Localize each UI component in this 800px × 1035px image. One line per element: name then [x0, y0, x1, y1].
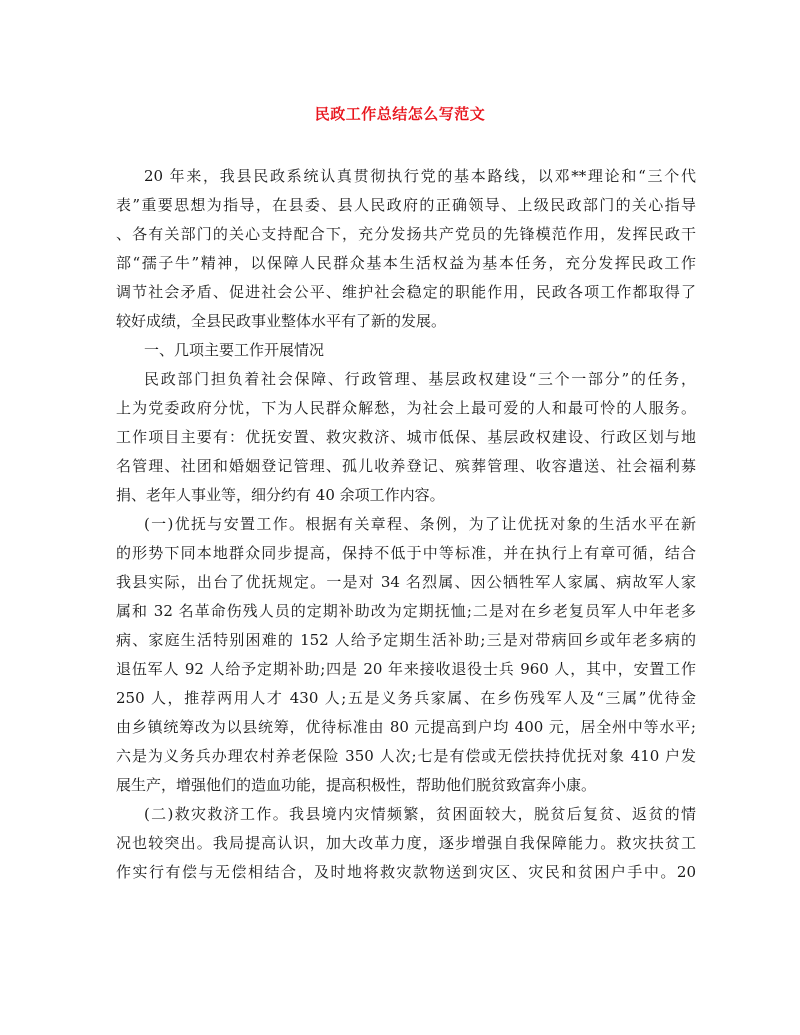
- paragraph-line: 上为党委政府分忧，下为人民群众解愁，为社会上最可爱的人和最可怜的人服务。: [116, 399, 696, 417]
- paragraph-line: 的形势下同本地群众同步提高，保持不低于中等标准，并在执行上有章可循，结合: [116, 544, 696, 562]
- paragraph-line: 20 年来，我县民政系统认真贯彻执行党的基本路线，以邓**理论和“三个代: [144, 167, 696, 185]
- section-heading: 一、几项主要工作开展情况: [144, 341, 325, 359]
- paragraph-line: 我县实际，出台了优抚规定。一是对 34 名烈属、因公牺牲军人家属、病故军人家: [116, 573, 696, 591]
- paragraph-line: 、各有关部门的关心支持配合下，充分发扬共产党员的先锋模范作用，发挥民政干: [116, 225, 696, 243]
- paragraph-line: 病、家庭生活特别困难的 152 人给予定期生活补助;三是对带病回乡或年老多病的: [116, 631, 696, 649]
- paragraph-line: 捐、老年人事业等，细分约有 40 余项工作内容。: [116, 486, 445, 504]
- document-body: [116, 162, 696, 887]
- paragraph-line: 名管理、社团和婚姻登记管理、孤儿收养登记、殡葬管理、收容遣送、社会福利募: [116, 457, 696, 475]
- paragraph-line: (二)救灾救济工作。我县境内灾情频繁，贫困面较大，脱贫后复贫、返贫的情: [144, 805, 696, 823]
- paragraph-line: 较好成绩，全县民政事业整体水平有了新的发展。: [116, 312, 447, 330]
- paragraph-line: 部“孺子牛”精神，以保障人民群众基本生活权益为基本任务，充分发挥民政工作: [116, 254, 696, 272]
- paragraph-line: 况也较突出。我局提高认识，加大改革力度，逐步增强自我保障能力。救灾扶贫工: [116, 834, 696, 852]
- paragraph-line: 由乡镇统筹改为以县统筹，优待标准由 80 元提高到户均 400 元，居全州中等水平;: [116, 718, 696, 736]
- document-title: 民政工作总结怎么写范文: [314, 105, 486, 123]
- paragraph-line: 工作项目主要有：优抚安置、救灾救济、城市低保、基层政权建设、行政区划与地: [116, 428, 696, 446]
- paragraph-line: 作实行有偿与无偿相结合，及时地将救灾款物送到灾区、灾民和贫困户手中。20: [116, 863, 696, 881]
- paragraph-line: 展生产，增强他们的造血功能，提高积极性，帮助他们脱贫致富奔小康。: [116, 776, 597, 794]
- paragraph-line: 属和 32 名革命伤残人员的定期补助改为定期抚恤;二是对在乡老复员军人中年老多: [116, 602, 696, 620]
- paragraph-line: 表”重要思想为指导，在县委、县人民政府的正确领导、上级民政部门的关心指导: [116, 196, 696, 214]
- paragraph-line: 250 人，推荐两用人才 430 人;五是义务兵家属、在乡伤残军人及“三属”优待金: [116, 689, 696, 707]
- paragraph-line: 六是为义务兵办理农村养老保险 350 人次;七是有偿或无偿扶持优抚对象 410 户发: [116, 747, 696, 765]
- paragraph-line: 民政部门担负着社会保障、行政管理、基层政权建设“三个一部分”的任务，: [144, 370, 696, 388]
- paragraph-line: 退伍军人 92 人给予定期补助;四是 20 年来接收退役士兵 960 人，其中，安置工作: [116, 660, 696, 678]
- paragraph-line: 调节社会矛盾、促进社会公平、维护社会稳定的职能作用，民政各项工作都取得了: [116, 283, 696, 301]
- paragraph-line: (一)优抚与安置工作。根据有关章程、条例，为了让优抚对象的生活水平在新: [144, 515, 696, 533]
